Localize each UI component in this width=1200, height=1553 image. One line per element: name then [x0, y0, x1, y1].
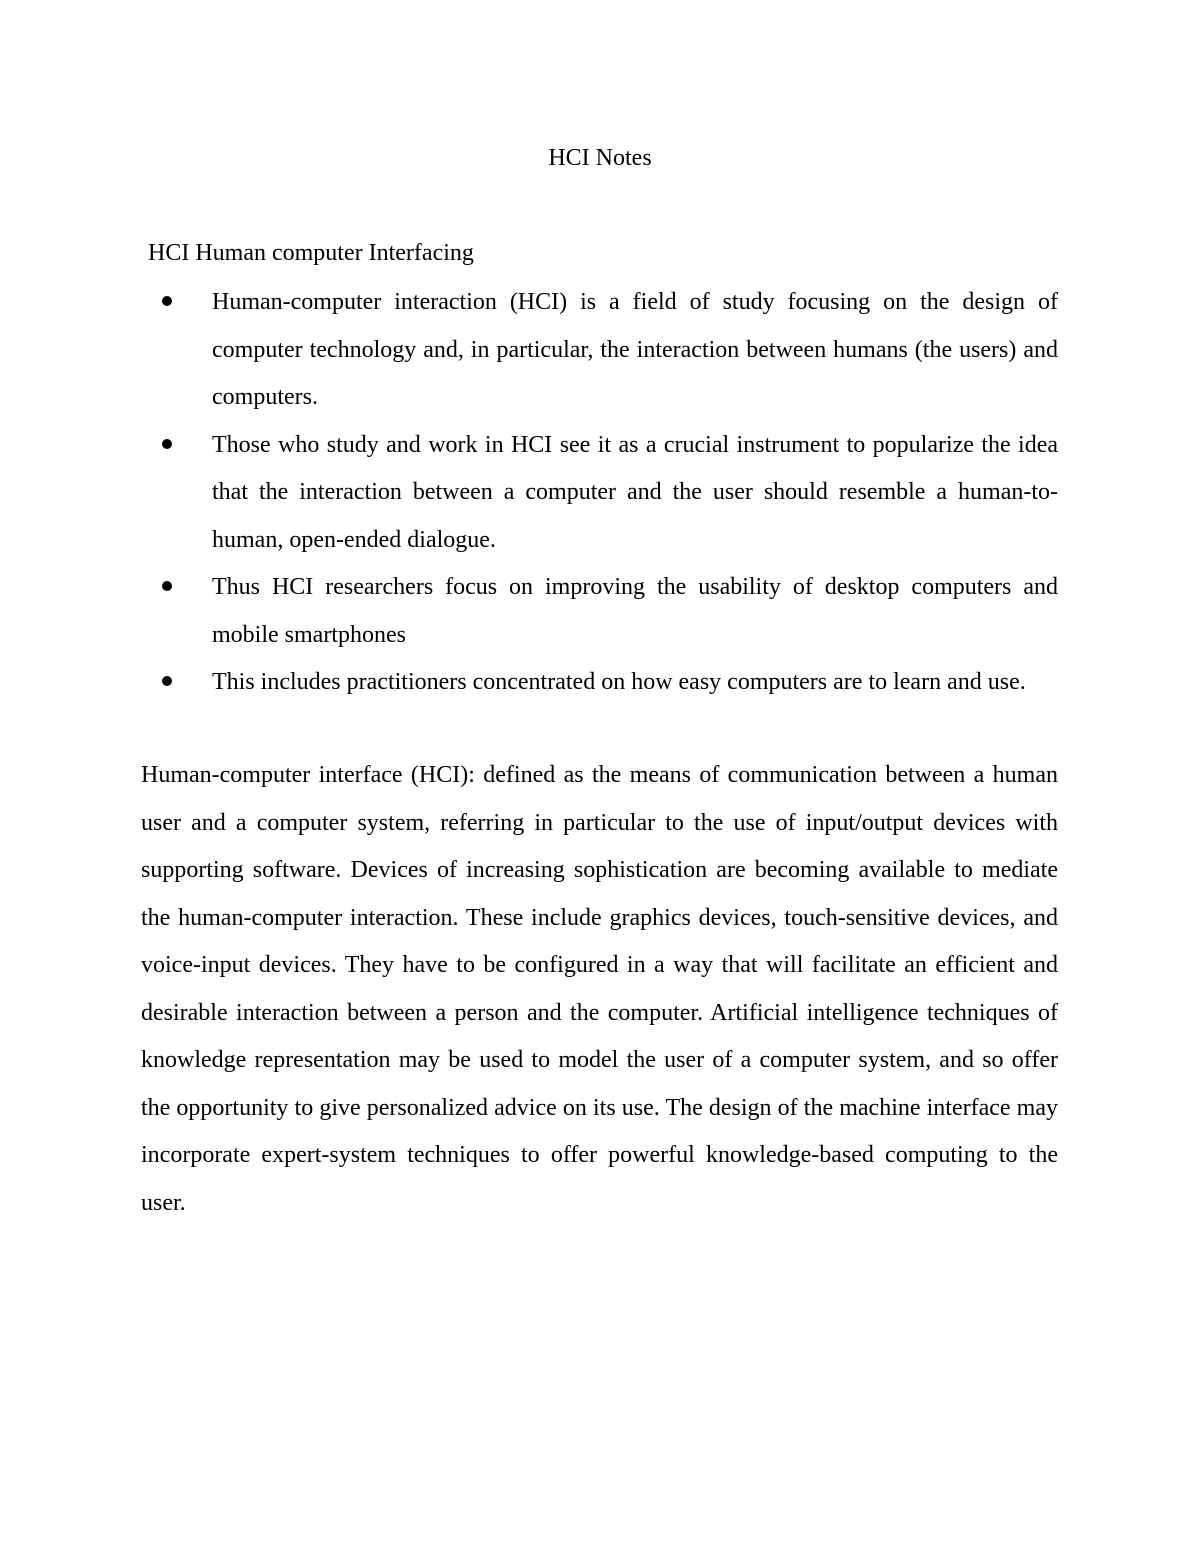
bullet-icon — [162, 581, 172, 591]
bullet-text: Thus HCI researchers focus on improving the usability of desktop computers and mobile smartphones — [212, 574, 1058, 648]
bullet-text: This includes practitioners concentrated on how easy computers are to learn and use. — [212, 669, 1026, 695]
document-title: HCI Notes — [548, 145, 652, 171]
list-item — [150, 279, 1058, 422]
bullet-list — [150, 279, 1058, 707]
section-heading: HCI Human computer Interfacing — [148, 240, 474, 266]
list-item — [150, 659, 1058, 707]
bullet-icon — [162, 296, 172, 306]
body-paragraph: Human-computer interface (HCI): defined as the means of communication between a human user and a computer system, referring in particular to the use of input/output devices with supporting software. Devices of increasing sophistication are becoming available to mediate the human-computer interaction. These include graphics devices, touch-sensitive devices, and voice-input devices. They have to be configured in a way that will facilitate an efficient and desirable interaction between a person and the computer. Artificial intelligence techniques of knowledge representation may be used to model the user of a computer system, and so offer the opportunity to give personalized advice on its use. The design of the machine interface may incorporate expert-system techniques to offer powerful knowledge-based computing to the user. — [141, 762, 1058, 1216]
list-item — [150, 564, 1058, 659]
bullet-text: Human-computer interaction (HCI) is a field of study focusing on the design of computer technology and, in particular, the interaction between humans (the users) and computers. — [212, 289, 1058, 410]
bullet-icon — [162, 676, 172, 686]
bullet-icon — [162, 439, 172, 449]
list-item — [150, 422, 1058, 565]
bullet-text: Those who study and work in HCI see it as a crucial instrument to popularize the idea that the interaction between a computer and the user should resemble a human-to-human, open-ended dialogue. — [212, 431, 1058, 553]
